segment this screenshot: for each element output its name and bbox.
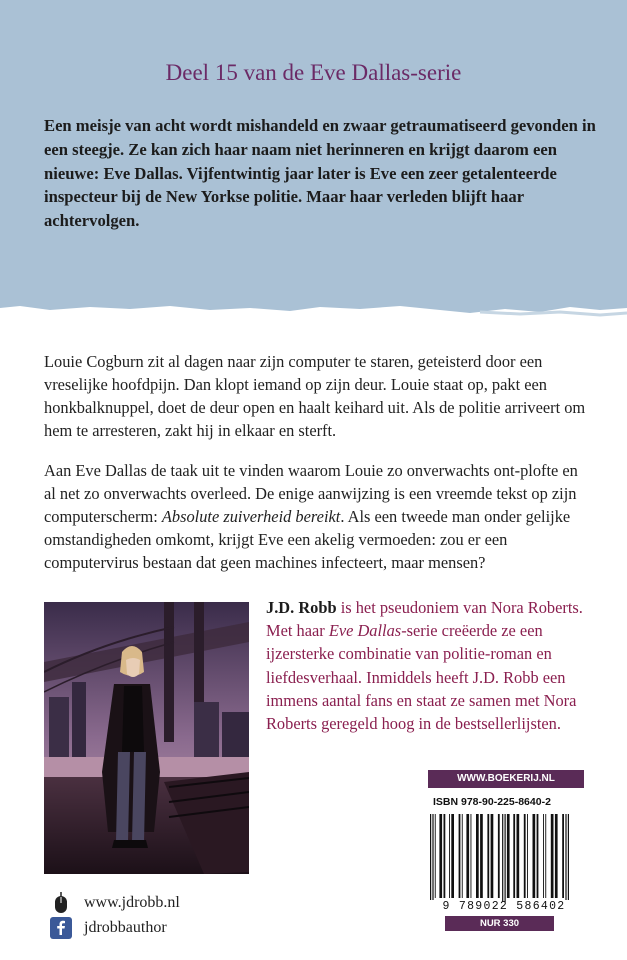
barcode-digits: 9 789022 586402: [442, 900, 566, 913]
barcode-bar: [430, 814, 431, 900]
barcode-bar: [545, 814, 546, 898]
isbn-label: ISBN 978-90-225-8640-2: [433, 796, 551, 808]
barcode: [424, 812, 584, 912]
author-name: J.D. Robb: [266, 598, 337, 617]
intro-blurb: Een meisje van acht wordt mishandeld en zwaar getraumatiseerd gevonden in een steegje. Ze kan zich haar naam niet herinneren en krijgt daarom een nieuwe: Eve Dallas. Vijfentwintig jaar later is Eve een zeer getalenteerde inspecteur bij de New Yorkse politie. Maar haar verleden blijft haar achtervolgen.: [44, 116, 596, 231]
barcode-bar: [537, 814, 539, 898]
barcode-bar: [502, 814, 503, 902]
barcode-bar: [451, 814, 454, 898]
barcode-bar: [471, 814, 472, 898]
nur-badge: NUR 330: [445, 916, 554, 931]
barcode-bar: [498, 814, 500, 898]
barcode-bar: [555, 814, 558, 898]
barcode-bar: [513, 814, 515, 898]
synopsis-paragraph-1: Louie Cogburn zit al dagen naar zijn computer te staren, geteisterd door een vreselijke hoofdpijn. Dan klopt iemand op zijn deur. Louie staat op, pakt een honkbalknuppel, doet de deur open en haalt keihard uit. Als de politie arriveert om hem te arresteren, zakt hij in elkaar en sterft.: [44, 352, 586, 440]
series-title: Deel 15 van de Eve Dallas-serie: [165, 60, 462, 85]
barcode-bar: [439, 814, 442, 898]
barcode-bar: [432, 814, 433, 900]
barcode-bar: [527, 814, 528, 898]
synopsis-paragraph-2: Aan Eve Dallas de taak uit te vinden waarom Louie zo onverwachts ont-plofte en al net zo onverwachts overleed. De enige aanwijzing is een vreemde tekst op zijn computerscherm: Absolute zuiverheid bereikt. Als een tweede man onder gelijke omstandigheden omkomt, krijgt Eve een akelig vermoeden: zou er een computervirus bestaan dat geen machines infecteert, maar mensen?: [44, 461, 578, 572]
barcode-bar: [568, 814, 569, 900]
barcode-bar: [565, 814, 566, 900]
barcode-bar: [524, 814, 526, 898]
barcode-bar: [449, 814, 450, 898]
author-photo: [44, 602, 249, 874]
facebook-icon: [50, 917, 72, 939]
barcode-bar: [462, 814, 463, 898]
barcode-bar: [459, 814, 461, 898]
barcode-bar: [435, 814, 436, 898]
barcode-bar: [562, 814, 564, 898]
barcode-bar: [491, 814, 494, 898]
barcode-bar: [505, 814, 506, 902]
quote-italic: Absolute zuiverheid bereikt: [161, 507, 341, 526]
torn-paper-edge: [0, 290, 627, 330]
barcode-bar: [466, 814, 469, 898]
website-row: [50, 891, 180, 915]
barcode-bar: [517, 814, 520, 898]
facebook-row: [50, 916, 167, 940]
computer-mouse-icon: [50, 892, 72, 914]
barcode-bars: [424, 812, 584, 902]
barcode-bar: [507, 814, 510, 898]
barcode-bar: [480, 814, 483, 898]
publisher-website-badge: WWW.BOEKERIJ.NL: [428, 770, 584, 788]
website-link[interactable]: www.jdrobb.nl: [84, 894, 180, 911]
barcode-bar: [543, 814, 544, 898]
facebook-handle[interactable]: jdrobbauthor: [84, 919, 167, 936]
barcode-bar: [533, 814, 536, 898]
barcode-bar: [476, 814, 479, 898]
author-bio: J.D. Robb is het pseudoniem van Nora Roberts. Met haar Eve Dallas-serie creëerde ze een ijzersterke combinatie van politie-roman en liefdesverhaal. Inmiddels heeft J.D. Robb een immens aantal fans en staat ze samen met Nora Roberts geregeld hoog in de bestsellerlijsten.: [266, 598, 583, 734]
barcode-bar: [551, 814, 554, 898]
barcode-bar: [487, 814, 489, 898]
barcode-bar: [444, 814, 446, 898]
